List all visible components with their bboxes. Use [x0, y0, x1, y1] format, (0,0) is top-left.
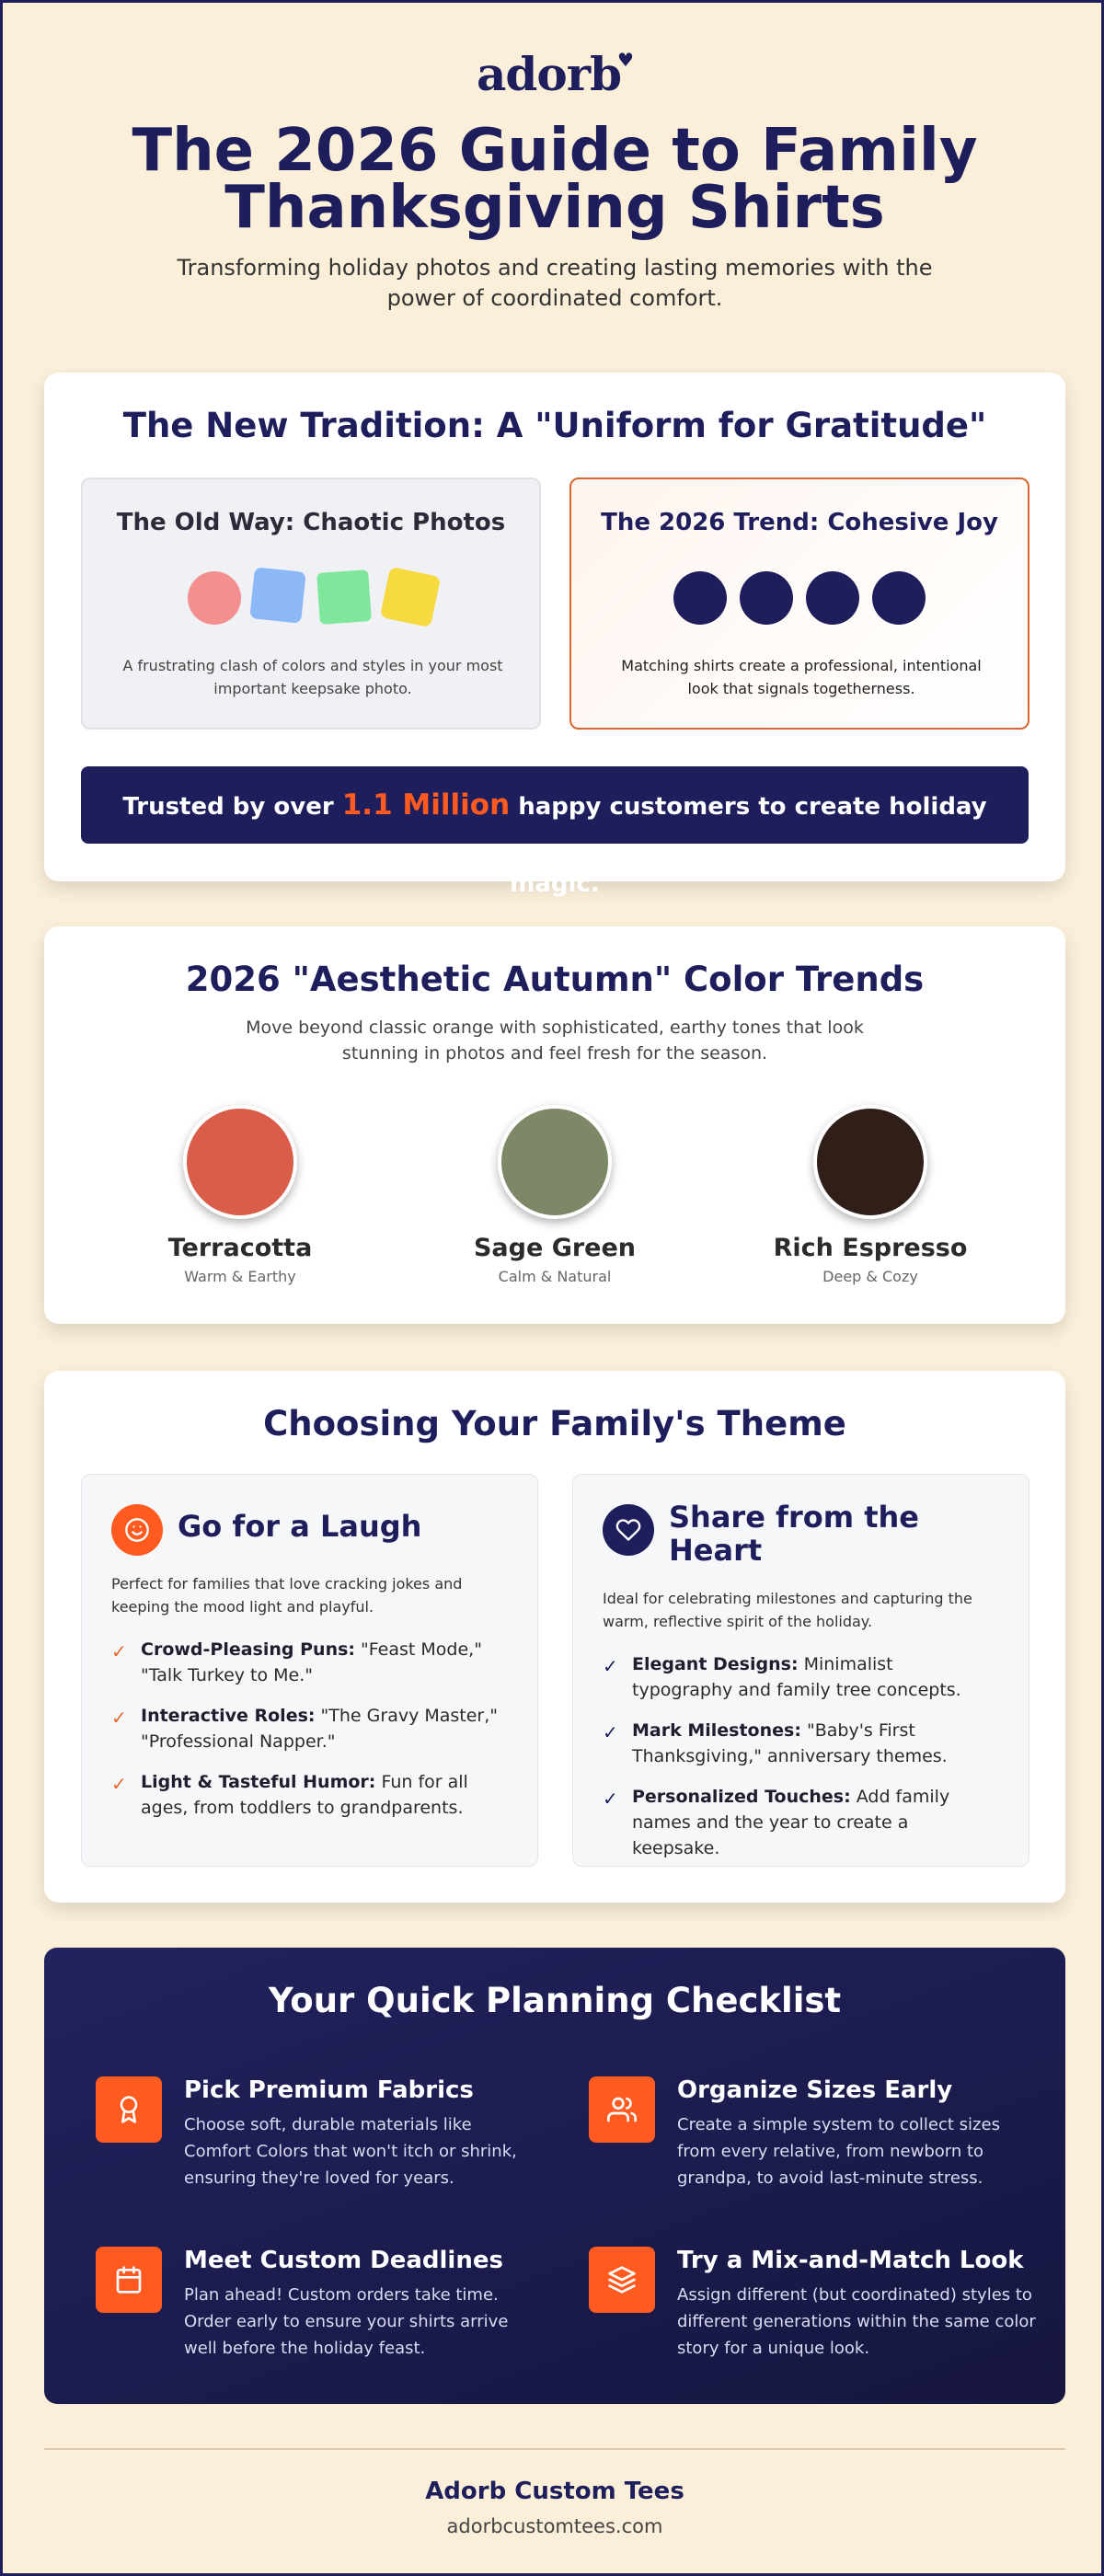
trust-text-after: happy customers to create holiday magic.: [510, 793, 987, 898]
check-icon: ✓: [111, 1640, 127, 1662]
check-icon: ✓: [603, 1721, 618, 1743]
bullet-label: Personalized Touches:: [632, 1787, 851, 1807]
check-icon: ✓: [111, 1707, 127, 1729]
cohesive-circle: [673, 571, 727, 625]
list-item: [603, 1784, 998, 1861]
swatch-name: Sage Green: [473, 1234, 637, 1262]
footer-divider: [44, 2448, 1065, 2450]
cohesive-circle: [872, 571, 926, 625]
swatch-name: Rich Espresso: [773, 1234, 968, 1262]
list-item: [111, 1769, 507, 1821]
swatch-terracotta: [102, 1105, 378, 1285]
page-title: The 2026 Guide to Family Thanksgiving Shirts: [132, 117, 978, 242]
old-way-title: The Old Way: Chaotic Photos: [116, 509, 506, 536]
color-trends-card: [44, 926, 1065, 1324]
logo-heart-icon: ♥: [617, 49, 633, 71]
brand-logo[interactable]: [3, 47, 1104, 101]
chaotic-shapes: [83, 568, 539, 632]
list-item: [603, 1651, 998, 1703]
chaotic-square-yellow: [380, 567, 441, 627]
swatch-rich-espresso: [732, 1105, 1008, 1285]
swatch-subtitle: Warm & Earthy: [184, 1268, 296, 1285]
color-trends-description: Move beyond classic orange with sophisticated, earthy tones that look stunning in photos and feel fresh for the season.: [246, 1018, 864, 1064]
cohesive-circle: [740, 571, 793, 625]
trust-text-before: Trusted by over: [122, 793, 342, 821]
list-item: [111, 1703, 507, 1754]
theme-heart-description: Ideal for celebrating milestones and capturing the warm, reflective spirit of the holiday.: [603, 1590, 972, 1630]
theme-laugh-box: [81, 1474, 538, 1867]
bullet-label: Crowd-Pleasing Puns:: [141, 1639, 356, 1660]
theme-heart-box: [572, 1474, 1029, 1867]
checklist-item-description: Create a simple system to collect sizes from every relative, from newborn to grandpa, to avoid last-minute stress.: [677, 2115, 1000, 2188]
theme-heart-list: [603, 1651, 998, 1876]
bullet-text: Add family names and the year to create a keepsake.: [632, 1787, 950, 1858]
checklist-item-title: Meet Custom Deadlines: [184, 2247, 503, 2274]
swatch-circle: [183, 1105, 297, 1219]
users-icon: [589, 2076, 655, 2143]
bullet-label: Mark Milestones:: [632, 1720, 801, 1741]
checklist-item-description: Assign different (but coordinated) styles to different generations within the same color story for a unique look.: [677, 2285, 1036, 2358]
bullet-text: "Baby's First Thanksgiving," anniversary themes.: [632, 1720, 948, 1766]
bullet-label: Light & Tasteful Humor:: [141, 1772, 376, 1792]
swatch-subtitle: Deep & Cozy: [822, 1268, 918, 1285]
old-way-text: A frustrating clash of colors and styles in your most important keepsake photo.: [122, 657, 503, 697]
theme-heart-title: Share from the Heart: [669, 1500, 919, 1568]
bullet-label: Interactive Roles:: [141, 1706, 316, 1726]
heart-icon: [603, 1504, 654, 1556]
theme-laugh-list: [111, 1637, 507, 1835]
new-trend-panel: [569, 477, 1029, 730]
tradition-card: [44, 373, 1065, 898]
chaotic-square-blue: [249, 567, 306, 624]
checklist-title: Your Quick Planning Checklist: [268, 1981, 842, 2020]
swatch-sage-green: [417, 1105, 693, 1285]
checklist-item-title: Try a Mix-and-Match Look: [677, 2247, 1024, 2274]
trust-highlight: 1.1 Million: [341, 788, 511, 822]
layers-icon: [589, 2247, 655, 2313]
list-item: [111, 1637, 507, 1688]
cohesive-shapes: [571, 568, 1028, 632]
new-trend-title: The 2026 Trend: Cohesive Joy: [601, 509, 998, 536]
themes-card: [44, 1371, 1065, 1903]
bullet-text: Minimalist typography and family tree concepts.: [632, 1654, 961, 1700]
theme-laugh-description: Perfect for families that love cracking jokes and keeping the mood light and playful.: [111, 1575, 463, 1616]
swatch-name: Terracotta: [167, 1234, 313, 1262]
checklist-item-title: Organize Sizes Early: [677, 2076, 953, 2104]
swatch-circle: [813, 1105, 927, 1219]
bullet-label: Elegant Designs:: [632, 1654, 799, 1674]
check-icon: ✓: [603, 1655, 618, 1677]
page-subtitle: Transforming holiday photos and creating lasting memories with the power of coordinated comfort.: [177, 255, 933, 311]
theme-laugh-title: Go for a Laugh: [178, 1509, 422, 1544]
bullet-text: "Feast Mode," "Talk Turkey to Me.": [141, 1639, 482, 1685]
bullet-text: Fun for all ages, from toddlers to grandparents.: [141, 1772, 468, 1818]
checklist-item-description: Choose soft, durable materials like Comfort Colors that won't itch or shrink, ensuring they're loved for years.: [184, 2115, 517, 2188]
footer-website-link[interactable]: adorbcustomtees.com: [446, 2515, 663, 2537]
checklist-item-title: Pick Premium Fabrics: [184, 2076, 474, 2104]
tradition-title: The New Tradition: A "Uniform for Gratitude": [122, 406, 987, 445]
chaotic-circle: [188, 571, 241, 625]
calendar-icon: [96, 2247, 162, 2313]
smile-icon: [111, 1504, 163, 1556]
check-icon: ✓: [111, 1773, 127, 1795]
cohesive-circle: [806, 571, 859, 625]
list-item: [603, 1718, 998, 1769]
swatch-circle: [498, 1105, 612, 1219]
new-trend-text: Matching shirts create a professional, intentional look that signals togetherness.: [621, 657, 982, 697]
logo-text: adorb: [477, 47, 622, 101]
bullet-text: "The Gravy Master," "Professional Napper.": [141, 1706, 499, 1752]
trust-banner: [81, 766, 1029, 898]
color-trends-title: 2026 "Aesthetic Autumn" Color Trends: [185, 960, 925, 999]
checklist-item-description: Plan ahead! Custom orders take time. Order early to ensure your shirts arrive well before the holiday feast.: [184, 2285, 509, 2358]
swatch-subtitle: Calm & Natural: [498, 1268, 612, 1285]
themes-title: Choosing Your Family's Theme: [263, 1404, 846, 1443]
award-icon: [96, 2076, 162, 2143]
check-icon: ✓: [603, 1788, 618, 1810]
footer-brand-name: Adorb Custom Tees: [425, 2478, 684, 2505]
planning-checklist: [44, 1948, 1065, 2404]
chaotic-square-green: [316, 569, 372, 625]
old-way-panel: [81, 477, 541, 730]
